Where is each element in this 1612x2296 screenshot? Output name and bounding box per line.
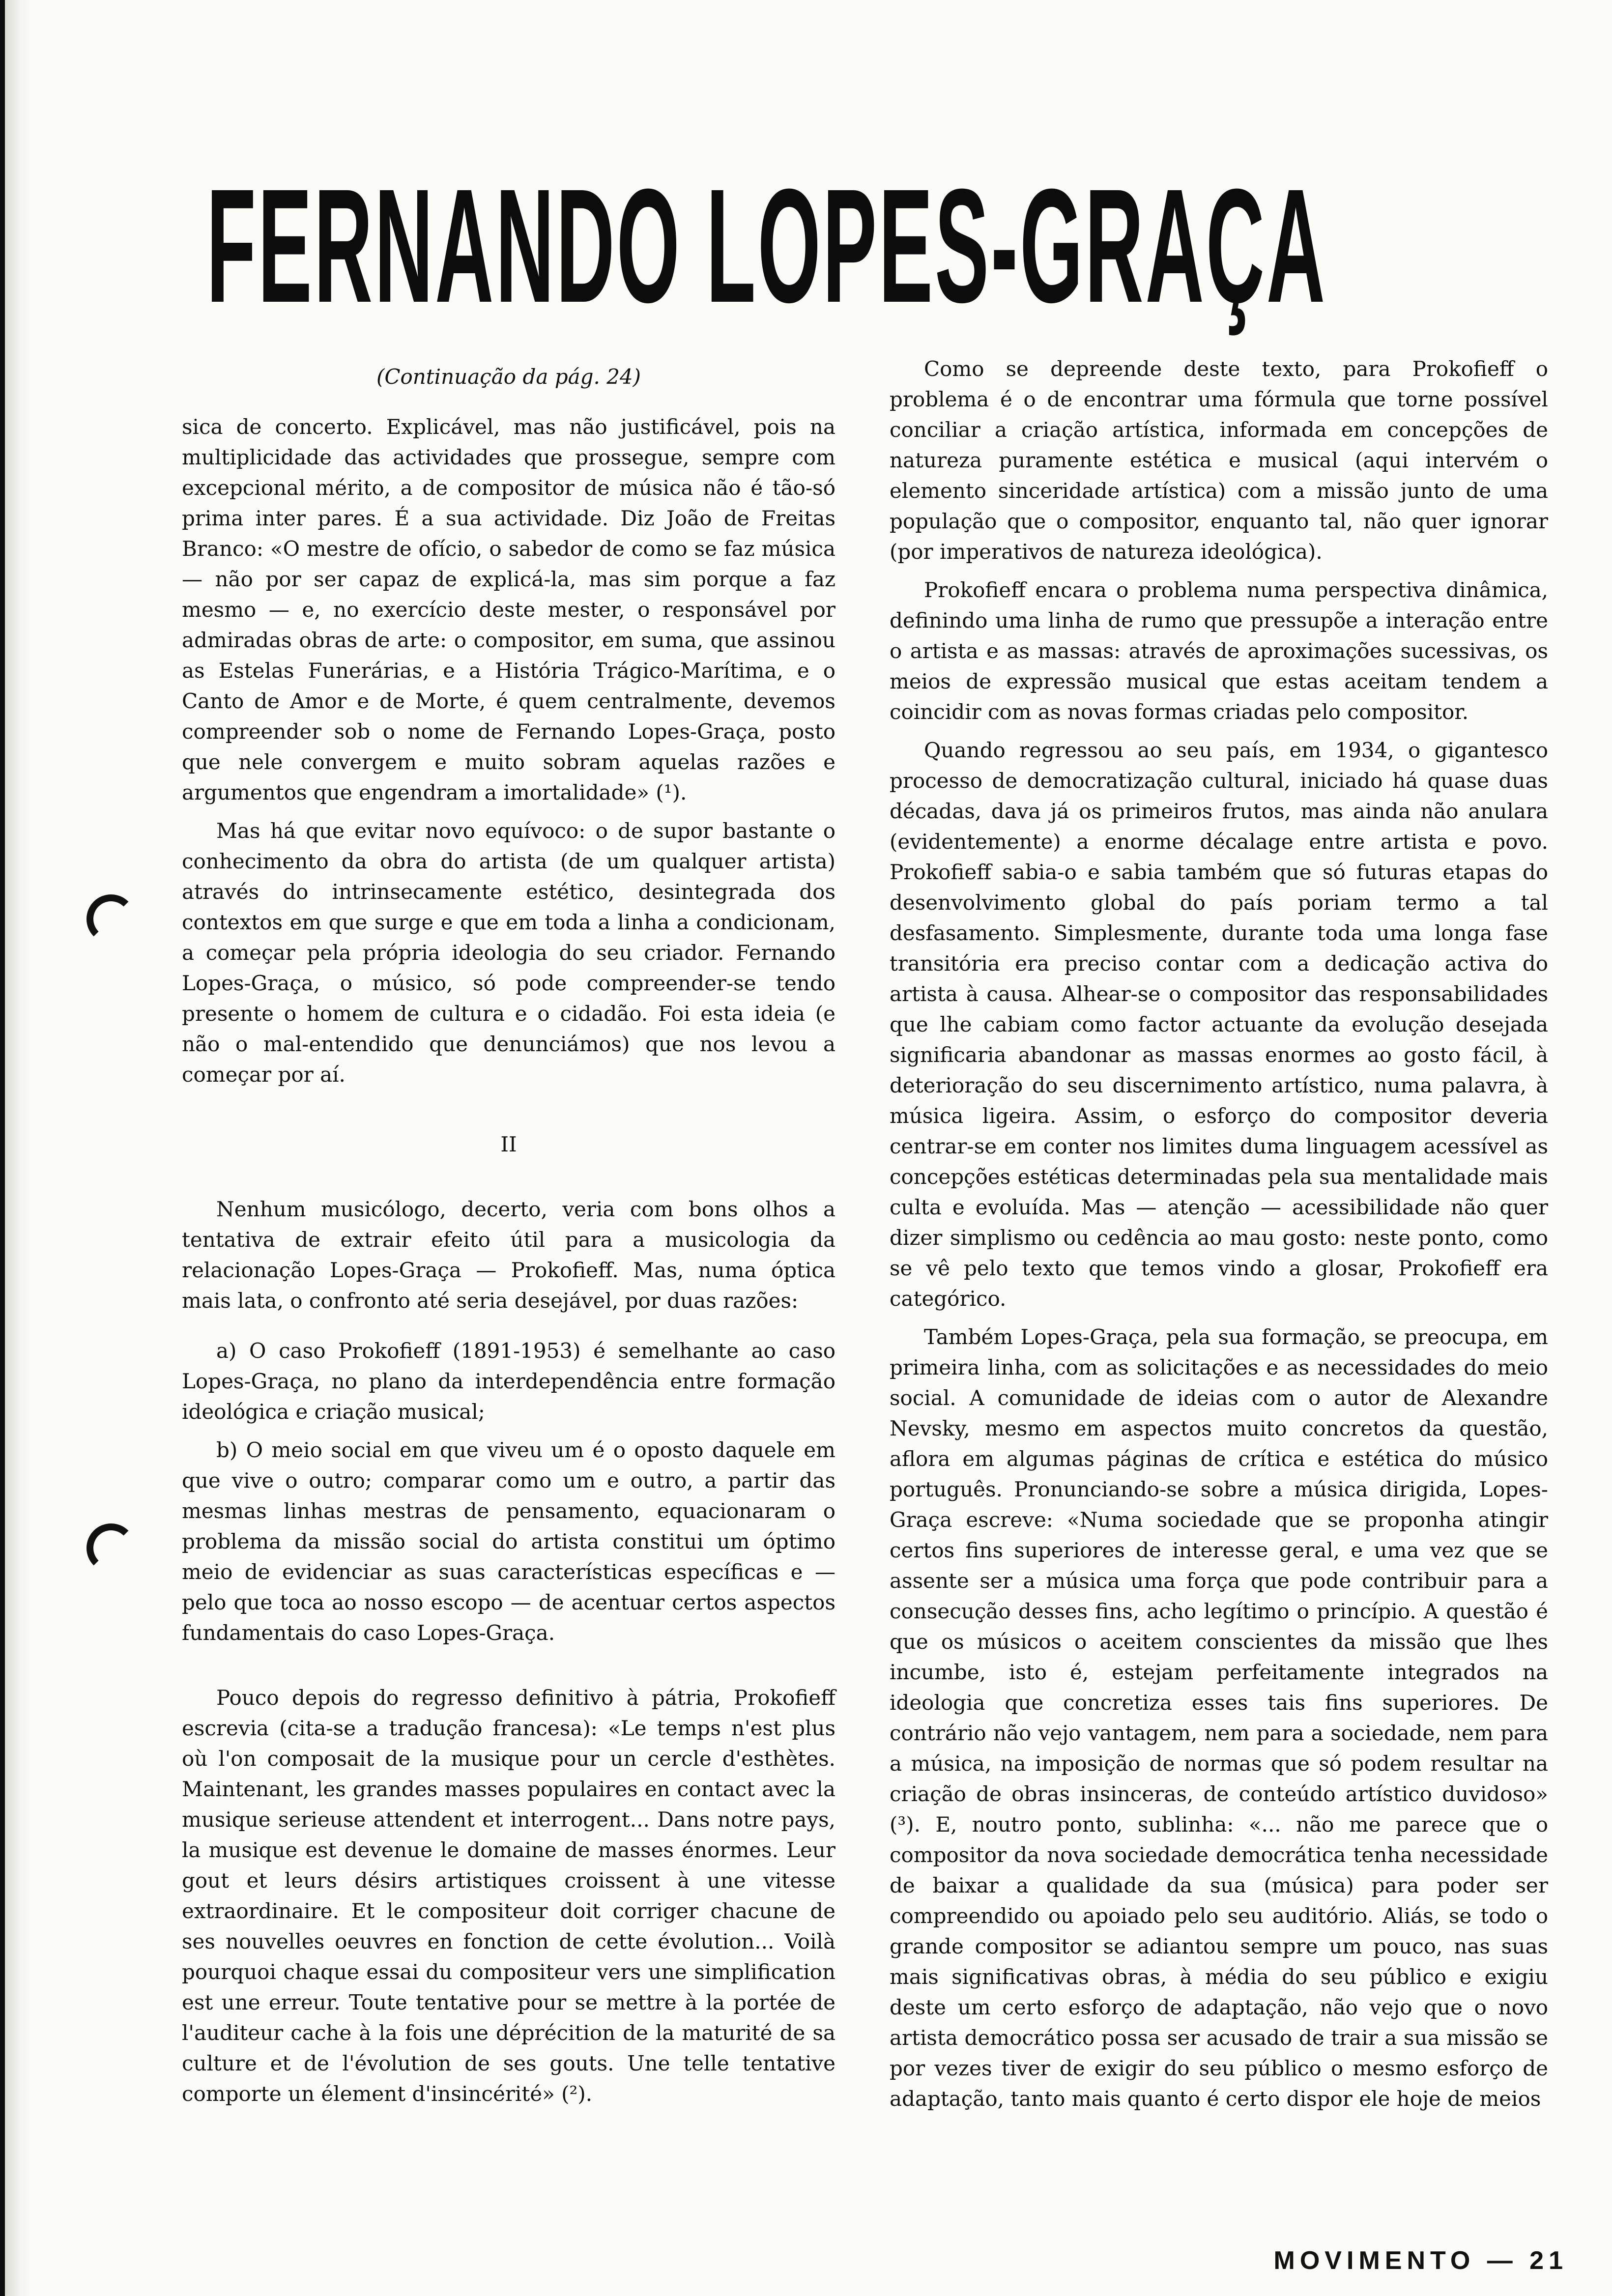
page-footer: MOVIMENTO — 21 xyxy=(1273,2246,1568,2275)
section-heading: II xyxy=(500,1132,517,1156)
scan-edge xyxy=(0,0,30,2296)
article-title: FERNANDO LOPES-GRAÇA xyxy=(206,155,1327,336)
paragraph: Pouco depois do regresso definitivo à pátria, Prokofieff escrevia (cita-se a tradução francesa): «Le temps n'est plus où l'on composait de la musique pour un cercle d'esthètes. Maintenant, les grandes masses populaires en contact avec la musique serieuse attendent et interrogent... Dans notre pays, la musique est devenue le domaine de masses énormes. Leur gout et leurs désirs artistiques croissent à une vitesse extraordinaire. Et le compositeur doit corriger chacune de ses nouvelles oeuvres en fonction de cette évolution... Voilà pourquoi chaque essai du compositeur vers une simplification est une erreur. Toute tentative pour se mettre à la portée de l'auditeur cache à la fois une déprécition de la maturité de sa culture et de l'évolution de ses gouts. Une telle tentative comporte un élement d'insincérité» (²). xyxy=(182,1686,835,2106)
paragraph: sica de concerto. Explicável, mas não justificável, pois na multiplicidade das actividades que prossegue, sempre com excepcional mérito, a de compositor de música não é tão-só prima inter pares. É a sua actividade. Diz João de Freitas Branco: «O mestre de ofício, o sabedor de como se faz música — não por ser capaz de explicá-la, mas sim porque a faz mesmo — e, no exercício deste mester, o responsável por admiradas obras de arte: o compositor, em suma, que assinou as Estelas Funerárias, e a História Trágico-Marítima, e o Canto de Amor e de Morte, é quem centralmente, devemos compreender sob o nome de Fernando Lopes-Graça, posto que nele convergem e muito sobram aquelas razões e argumentos que engendram a imortalidade» (¹). xyxy=(182,415,835,804)
binding-hole-icon xyxy=(86,1523,136,1573)
right-column xyxy=(890,354,1548,2122)
paragraph: Como se depreende deste texto, para Prokofieff o problema é o de encontrar uma fórmula que torne possível conciliar a criação artística, informada em concepções de natureza puramente estética e musical (aqui intervém o elemento sinceridade artística) com a missão junto de uma população que o compositor, enquanto tal, não quer ignorar (por imperativos de natureza ideológica). xyxy=(890,357,1548,564)
paragraph: Mas há que evitar novo equívoco: o de supor bastante o conhecimento da obra do artista (de um qualquer artista) através do intrinsecamente estético, desintegrada dos contextos em que surge e que em toda a linha a condicionam, a começar pela própria ideologia do seu criador. Fernando Lopes-Graça, o músico, só pode compreender-se tendo presente o homem de cultura e o cidadão. Foi esta ideia (e não o mal-entendido que denunciámos) que nos levou a começar por aí. xyxy=(182,819,835,1087)
paragraph: Quando regressou ao seu país, em 1934, o gigantesco processo de democratização cultural, iniciado há quase duas décadas, dava já os primeiros frutos, mas ainda não anulara (evidentemente) a enorme décalage entre artista e povo. Prokofieff sabia-o e sabia também que só futuras etapas do desenvolvimento global do país poriam termo a tal desfasamento. Simplesmente, durante toda uma longa fase transitória era preciso contar com a dedicação activa do artista à causa. Alhear-se o compositor das responsabilidades que lhe cabiam como factor actuante da evolução desejada significaria abandonar as massas enormes ao gosto fácil, à deterioração do seu discernimento artístico, numa palavra, à música ligeira. Assim, o esforço do compositor deveria centrar-se em conter nos limites duma linguagem acessível as concepções estéticas determinadas pela sua mentalidade mais culta e evoluída. Mas — atenção — acessibilidade não quer dizer simplismo ou cedência ao mau gosto: neste ponto, como se vê pelo texto que temos vindo a glosar, Prokofieff era categórico. xyxy=(890,738,1548,1311)
paragraph: Prokofieff encara o problema numa perspectiva dinâmica, definindo uma linha de rumo que pressupõe a interação entre o artista e as massas: através de aproximações sucessivas, os meios de expressão musical que estas aceitam tendem a coincidir com as novas formas criadas pelo compositor. xyxy=(890,578,1548,724)
list-item-b: b) O meio social em que viveu um é o oposto daquele em que vive o outro; comparar como um e outro, a partir das mesmas linhas mestras de pensamento, equacionaram o problema da missão social do artista constitui um óptimo meio de evidenciar as suas características específicas e — pelo que toca ao nosso escopo — de acentuar certos aspectos fundamentais do caso Lopes-Graça. xyxy=(182,1438,835,1645)
left-column xyxy=(182,354,835,2117)
paragraph: Também Lopes-Graça, pela sua formação, se preocupa, em primeira linha, com as solicitações e as necessidades do meio social. A comunidade de ideias com o autor de Alexandre Nevsky, mesmo em aspectos muito concretos da questão, aflora em algumas páginas de crítica e estética do músico português. Pronunciando-se sobre a música dirigida, Lopes-Graça escreve: «Numa sociedade que se proponha atingir certos fins superiores de interesse geral, e uma vez que se assente ser a música uma força que pode contribuir para a consecução desses fins, acho legítimo o princípio. A questão é que os músicos o aceitem conscientes da missão que lhes incumbe, isto é, estejam perfeitamente integrados na ideologia que concretiza esses tais fins superiores. De contrário não vejo vantagem, nem para a sociedade, nem para a música, na imposição de normas que só podem resultar na criação de obras insinceras, de conteúdo artístico duvidoso» (³). E, noutro ponto, sublinha: «... não me parece que o compositor da nova sociedade democrática tenha necessidade de baixar a qualidade da sua (música) para poder ser compreendido ou apoiado pelo seu auditório. Aliás, se todo o grande compositor se adiantou sempre um pouco, nas suas mais significativas obras, à média do seu público e exigiu deste um certo esforço de adaptação, não vejo que o novo artista democrático possa ser acusado de trair a sua missão se por vezes tiver de exigir do seu público o mesmo esforço de adaptação, tanto mais quanto é certo dispor ele hoje de meios xyxy=(890,1325,1548,2111)
continuation-note: (Continuação da pág. 24) xyxy=(376,365,641,389)
binding-hole-icon xyxy=(86,894,136,944)
paragraph: Nenhum musicólogo, decerto, veria com bons olhos a tentativa de extrair efeito útil para a musicologia da relacionação Lopes-Graça — Prokofieff. Mas, numa óptica mais lata, o confronto até seria desejável, por duas razões: xyxy=(182,1197,835,1313)
list-item-a: a) O caso Prokofieff (1891-1953) é semelhante ao caso Lopes-Graça, no plano da interdependência entre formação ideológica e criação musical; xyxy=(182,1339,835,1424)
